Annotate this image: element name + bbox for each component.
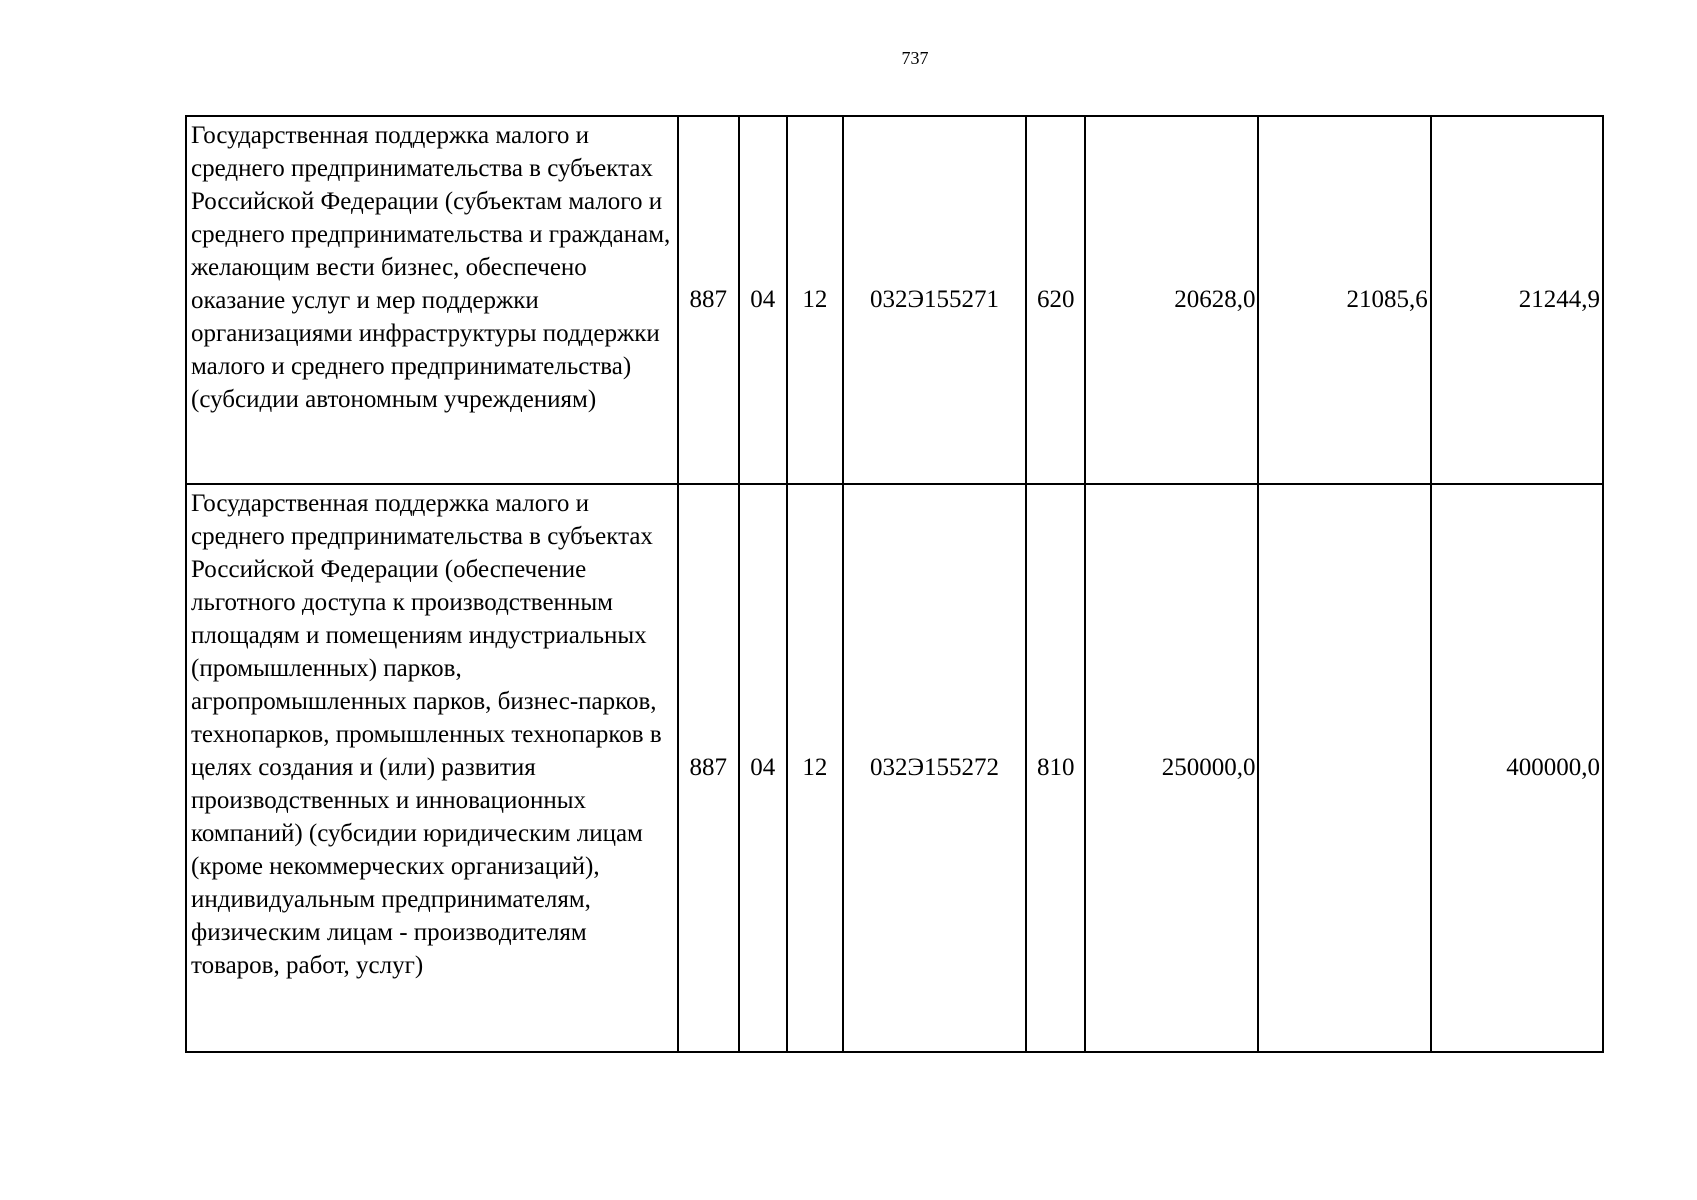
- amount-year-2: [1258, 484, 1430, 1052]
- expense-type-code: 810: [1026, 484, 1085, 1052]
- target-article-code: 032Э155272: [843, 484, 1026, 1052]
- ministry-code: 887: [678, 116, 739, 484]
- page-number: 737: [901, 48, 929, 68]
- amount-year-2: 21085,6: [1258, 116, 1430, 484]
- amount-year-3: 21244,9: [1431, 116, 1603, 484]
- amount-year-1: 250000,0: [1085, 484, 1258, 1052]
- row-description: Государственная поддержка малого и среднего предпринимательства в субъектах Российской Федерации (обеспечение льготного доступа к производственным площадям и помещениям индустриальных (промышленных) парков, агропромышленных парков, бизнес-парков, технопарков, промышленных технопарков в целях создания и (или) развития производственных и инновационных компаний) (субсидии юридическим лицам (кроме некоммерческих организаций), индивидуальным предпринимателям, физическим лицам - производителям товаров, работ, услуг): [186, 484, 678, 1052]
- table-row: [186, 484, 1603, 1052]
- table-row: [186, 116, 1603, 484]
- row-description: Государственная поддержка малого и среднего предпринимательства в субъектах Российской Федерации (субъектам малого и среднего предпринимательства и гражданам, желающим вести бизнес, обеспечено оказание услуг и мер поддержки организациями инфраструктуры поддержки малого и среднего предпринимательства) (субсидии автономным учреждениям): [186, 116, 678, 484]
- subsection-code: 12: [787, 116, 843, 484]
- amount-year-3: 400000,0: [1431, 484, 1603, 1052]
- budget-table: [185, 115, 1604, 1053]
- subsection-code: 12: [787, 484, 843, 1052]
- expense-type-code: 620: [1026, 116, 1085, 484]
- ministry-code: 887: [678, 484, 739, 1052]
- section-code: 04: [739, 116, 787, 484]
- amount-year-1: 20628,0: [1085, 116, 1258, 484]
- target-article-code: 032Э155271: [843, 116, 1026, 484]
- section-code: 04: [739, 484, 787, 1052]
